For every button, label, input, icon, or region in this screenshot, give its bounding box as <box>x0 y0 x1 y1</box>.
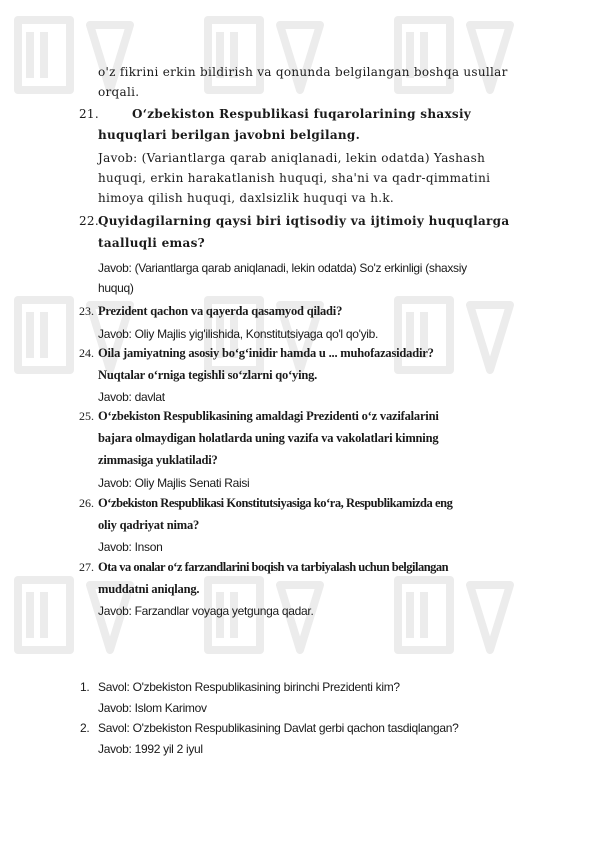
question-number: 27. <box>79 560 94 574</box>
question-title: Oila jamiyatning asosiy bo‘g‘inidir hamda u ... muhofazasidadir? <box>98 346 434 360</box>
question-number: 25. <box>79 409 94 423</box>
question-title: muddatni aniqlang. <box>98 582 200 596</box>
answer-text: himoya qilish huquqi, daxlsizlik huquqi va h.k. <box>98 191 395 205</box>
question-number: 21. <box>79 107 99 121</box>
intro-text-line: o'z fikrini erkin bildirish va qonunda belgilangan boshqa usullar <box>98 65 508 79</box>
question-title: bajara olmaydigan holatlarda uning vazifa va vakolatlari kimning <box>98 431 439 445</box>
question-title: Quyidagilarning qaysi biri iqtisodiy va ijtimoiy huquqlarga <box>98 214 510 228</box>
question-title: huquqlari berilgan javobni belgilang. <box>98 128 361 142</box>
answer-text: Javob: Farzandlar voyaga yetgunga qadar. <box>98 604 314 618</box>
list-item-question: Savol: O'zbekiston Respublikasining birinchi Prezidenti kim? <box>98 680 400 694</box>
answer-text: Javob: (Variantlarga qarab aniqlanadi, lekin odatda) So'z erkinligi (shaxsiy <box>98 261 467 275</box>
question-number: 23. <box>79 304 94 318</box>
answer-text: huquq) <box>98 281 134 295</box>
question-number: 26. <box>79 496 94 510</box>
list-item-number: 2. <box>80 721 90 735</box>
answer-text: Javob: (Variantlarga qarab aniqlanadi, lekin odatda) Yashash <box>98 151 486 165</box>
list-item-number: 1. <box>80 680 90 694</box>
question-title: Nuqtalar o‘rniga tegishli so‘zlarni qo‘ying. <box>98 368 318 382</box>
question-title: Prezident qachon va qayerda qasamyod qiladi? <box>98 304 343 318</box>
list-item-answer: Javob: Islom Karimov <box>98 701 207 715</box>
question-title: O‘zbekiston Respublikasining amaldagi Prezidenti o‘z vazifalarini <box>98 409 439 423</box>
question-number: 24. <box>79 346 94 360</box>
answer-text: Javob: Oliy Majlis yig'ilishida, Konstitutsiyaga qo'l qo'yib. <box>98 327 379 341</box>
question-title: zimmasiga yuklatiladi? <box>98 453 218 467</box>
answer-text: Javob: Inson <box>98 540 163 554</box>
list-item-question: Savol: O'zbekiston Respublikasining Davlat gerbi qachon tasdiqlangan? <box>98 721 459 735</box>
question-title: oliy qadriyat nima? <box>98 518 200 532</box>
question-title: Ota va onalar o‘z farzandlarini boqish va tarbiyalash uchun belgilangan <box>98 560 449 574</box>
list-item-answer: Javob: 1992 yil 2 iyul <box>98 742 203 756</box>
question-number: 22. <box>79 214 99 228</box>
intro-text-line: orqali. <box>98 85 140 99</box>
answer-text: Javob: davlat <box>98 390 165 404</box>
question-title: O‘zbekiston Respublikasi fuqarolarining shaxsiy <box>132 107 472 121</box>
answer-text: Javob: Oliy Majlis Senati Raisi <box>98 476 250 490</box>
answer-text: huquqi, erkin harakatlanish huquqi, sha'ni va qadr-qimmatini <box>98 171 491 185</box>
question-title: taalluqli emas? <box>98 236 206 250</box>
question-title: O‘zbekiston Respublikasi Konstitutsiyasiga ko‘ra, Respublikamizda eng <box>98 496 453 510</box>
